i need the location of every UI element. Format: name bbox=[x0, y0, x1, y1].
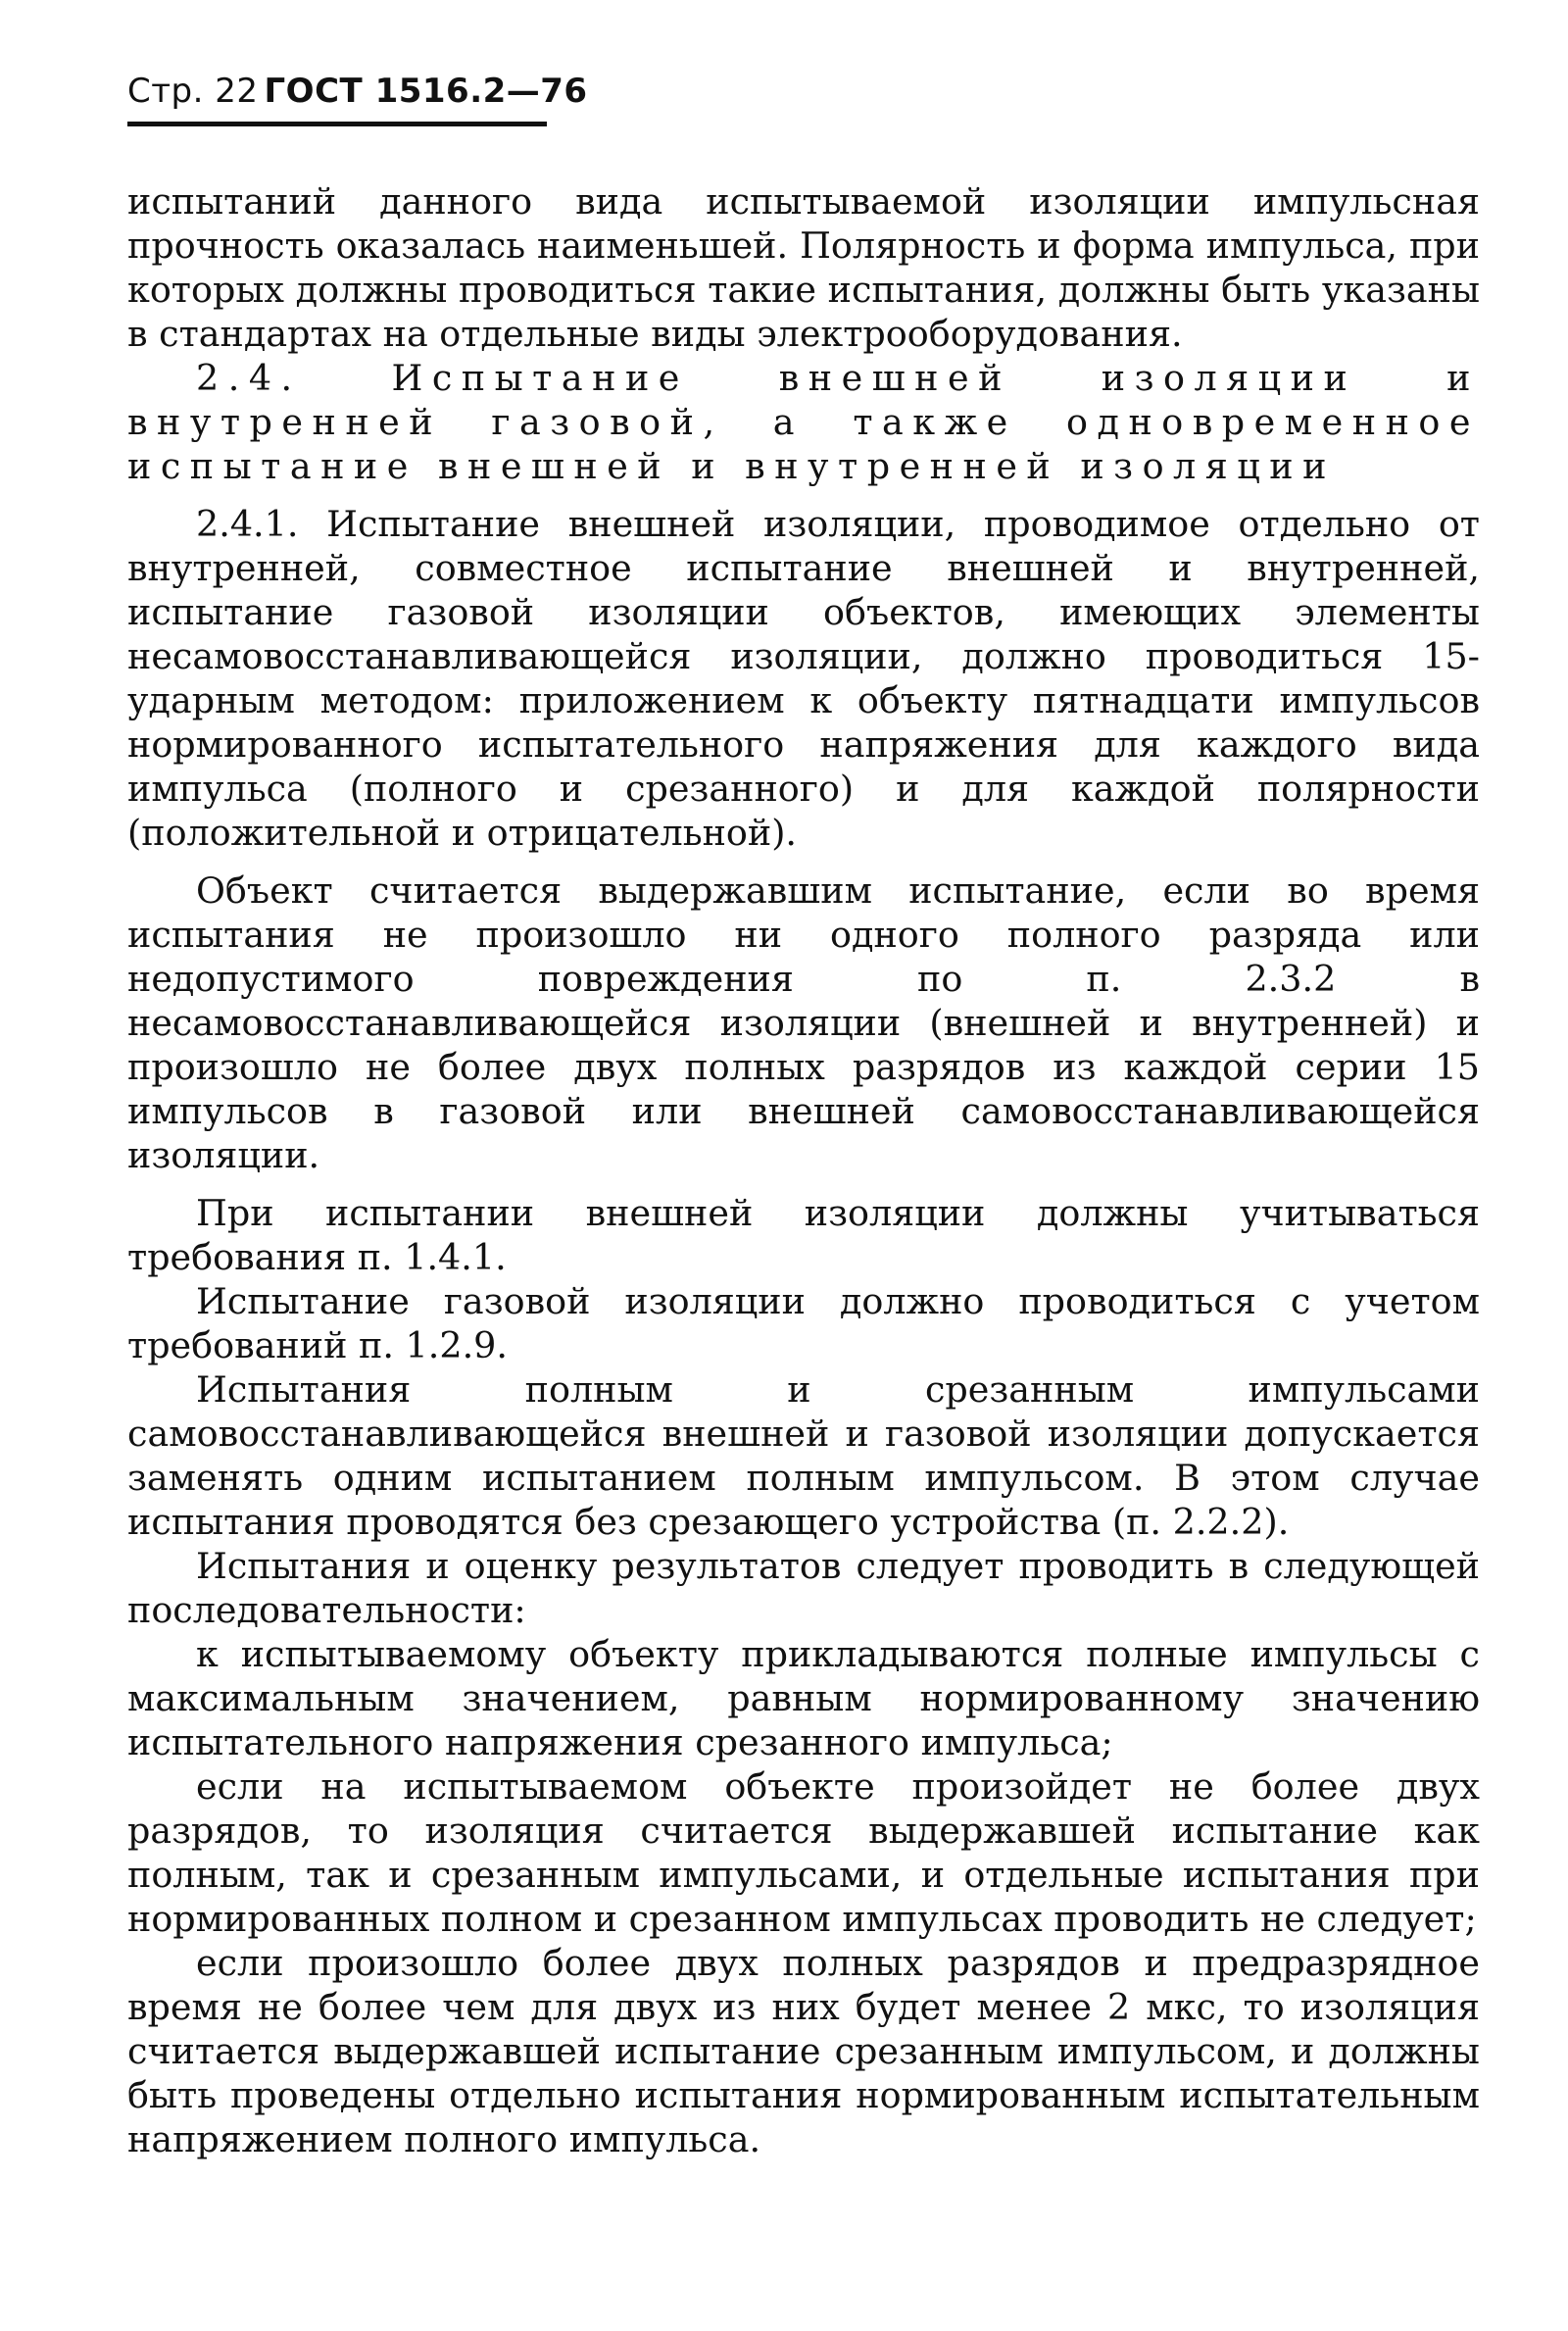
paragraph-sequence-step-1: к испытываемому объекту прикладываются полные импульсы с максимальным значением, равным нормированному значению испытательного напряжения срезанного импульса; bbox=[127, 1633, 1480, 1763]
paragraph-sequence-intro: Испытания и оценку результатов следует проводить в следующей последовательности: bbox=[127, 1545, 1480, 1631]
paragraph-gas-insulation: Испытание газовой изоляции должно проводиться с учетом требований п. 1.2.9. bbox=[127, 1280, 1480, 1366]
paragraph-2-4-1: 2.4.1. Испытание внешней изоляции, проводимое отдельно от внутренней, совместное испытание внешней и внутренней, испытание газовой изоляции объектов, имеющих элементы несамовосстанавливающейся изоляции, должно проводиться 15- ударным методом: приложением к объекту пятнадцати импульсов нормированного испытательного напряжения для каждого вида импульса (полного и срезанного) и для каждой полярности (положительной и отрицательной). bbox=[127, 503, 1480, 854]
standard-number: ГОСТ 1516.2—76 bbox=[264, 72, 588, 111]
page-number: Стр. 22 bbox=[127, 72, 259, 111]
paragraph-impulse-replacement: Испытания полным и срезанным импульсами самовосстанавливающейся внешней и газовой изоляции допускается заменять одним испытанием полным импульсом. В этом случае испытания проводятся без срезающего устройства (п. 2.2.2). bbox=[127, 1368, 1480, 1543]
paragraph-external-insulation: При испытании внешней изоляции должны учитываться требования п. 1.4.1. bbox=[127, 1192, 1480, 1278]
paragraph-sequence-step-2: если на испытываемом объекте произойдет не более двух разрядов, то изоляция считается выдержавшей испытание как полным, так и срезанным импульсами, и отдельные испытания при нормированных полном и срезанном импульсах проводить не следует; bbox=[127, 1765, 1480, 1940]
paragraph-continuation: испытаний данного вида испытываемой изоляции импульсная прочность оказалась наименьшей. Полярность и форма импульса, при которых должны проводиться такие испытания, должны быть указаны в стандартах на отдельные виды электрооборудования. bbox=[127, 180, 1480, 355]
document-body bbox=[127, 179, 1480, 2161]
section-heading-2-4: 2.4. Испытание внешней изоляции и внутренней газовой, а также одновременное испытание внешней и внутренней изоляции bbox=[127, 357, 1480, 487]
paragraph-acceptance: Объект считается выдержавшим испытание, если во время испытания не произошло ни одного полного разряда или недопустимого повреждения по п. 2.3.2 в несамовосстанавливающейся изоляции (внешней и внутренней) и произошло не более двух полных разрядов из каждой серии 15 импульсов в газовой или внешней самовосстанавливающейся изоляции. bbox=[127, 869, 1480, 1176]
header-rule bbox=[127, 122, 547, 126]
page-header bbox=[127, 69, 588, 120]
paragraph-sequence-step-3: если произошло более двух полных разрядов и предразрядное время не более чем для двух из них будет менее 2 мкс, то изоляция считается выдержавшей испытание срезанным импульсом, и должны быть проведены отдельно испытания нормированным испытательным напряжением полного импульса. bbox=[127, 1942, 1480, 2160]
document-page bbox=[127, 69, 1480, 2161]
